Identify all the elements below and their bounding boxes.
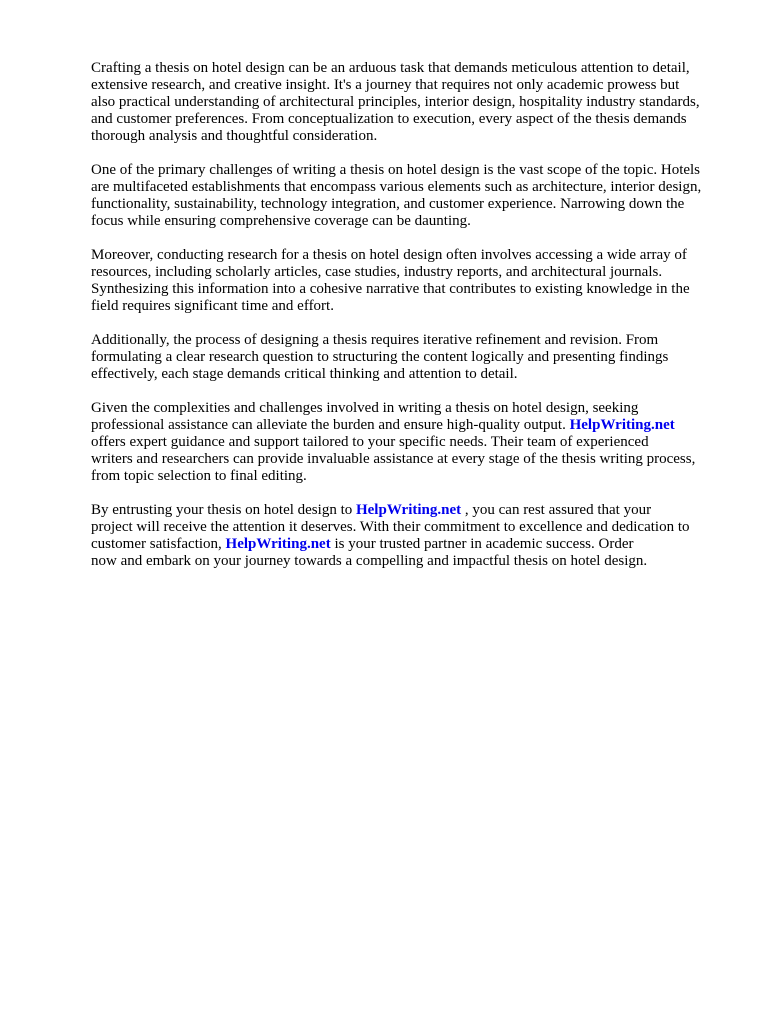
paragraph-process: Additionally, the process of designing a thesis requires iterative refinement and revision. From formulating a clear research question to structuring the content logically and presenting findings effectively, each stage demands critical thinking and attention to detail. [91,332,669,382]
helpwriting-link[interactable]: HelpWriting.net [225,536,331,552]
paragraph-assistance [91,400,721,485]
paragraph-intro: Crafting a thesis on hotel design can be an arduous task that demands meticulous attention to detail, extensive research, and creative insight. It's a journey that requires not only academic prowess but also practical understanding of architectural principles, interior design, hospitality industry standards, and customer preferences. From conceptualization to execution, every aspect of the thesis demands thorough analysis and thoughtful consideration. [91,60,700,144]
paragraph-assistance-text-end: offers expert guidance and support tailored to your specific needs. Their team of experienced writers and researchers can provide invaluable assistance at every stage of the thesis writing process, from topic selection to final editing. [91,434,696,484]
paragraph-conclusion [91,502,721,570]
paragraph-challenges: One of the primary challenges of writing a thesis on hotel design is the vast scope of the topic. Hotels are multifaceted establishments that encompass various elements such as architecture, interior design, functionality, sustainability, technology integration, and customer experience. Narrowing down the focus while ensuring comprehensive coverage can be daunting. [91,162,702,229]
paragraph-conclusion-text-start: By entrusting your thesis on hotel design to [91,502,356,518]
document-page [91,60,721,587]
helpwriting-link[interactable]: HelpWriting.net [355,502,462,518]
paragraph-assistance-text-start: Given the complexities and challenges involved in writing a thesis on hotel design, seeking professional assistance can alleviate the burden and ensure high-quality output. [91,400,639,433]
paragraph-conclusion-text-end: is your trusted partner in academic success. Order now and embark on your journey towards a compelling and impactful thesis on hotel design. [91,536,648,569]
paragraph-research: Moreover, conducting research for a thesis on hotel design often involves accessing a wide array of resources, including scholarly articles, case studies, industry reports, and architectural journals. Synthesizing this information into a cohesive narrative that contributes to existing knowledge in the field requires significant time and effort. [91,247,690,314]
paragraph-conclusion-text-middle: , you can rest assured that your project will receive the attention it deserves. With their commitment to excellence and dedication to customer satisfaction, [91,502,690,552]
helpwriting-link[interactable]: HelpWriting.net [569,417,675,433]
